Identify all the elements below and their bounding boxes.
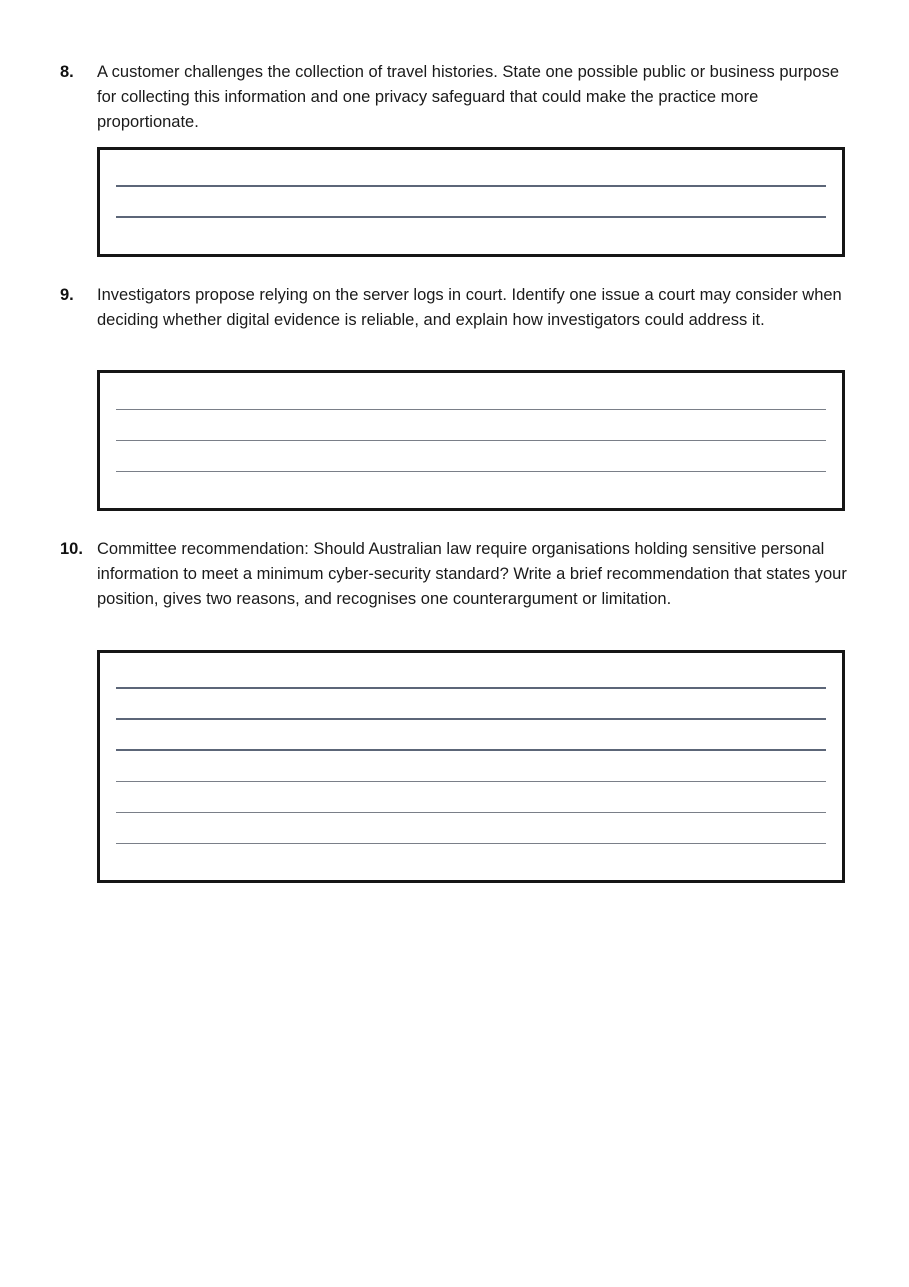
answer-line xyxy=(116,471,826,472)
answer-line xyxy=(116,216,826,218)
answer-box-9[interactable] xyxy=(97,370,845,511)
answer-line xyxy=(116,185,826,187)
answer-line xyxy=(116,440,826,441)
answer-line xyxy=(116,718,826,720)
question-text: Committee recommendation: Should Australian law require organisations holding sensitive personal information to meet a minimum cyber-security standard? Write a brief recommendation that states your position, gives two reasons, and recognises one counterargument or limitation. xyxy=(97,540,847,608)
answer-line xyxy=(116,781,826,782)
answer-line xyxy=(116,687,826,689)
answer-line xyxy=(116,812,826,813)
answer-line xyxy=(116,843,826,844)
answer-line xyxy=(116,749,826,751)
question-text: A customer challenges the collection of travel histories. State one possible public or business purpose for collecting this information and one privacy safeguard that could make the practice more proportionate. xyxy=(97,63,840,131)
question-text: Investigators propose relying on the server logs in court. Identify one issue a court may consider when deciding whether digital evidence is reliable, and explain how investigators could address it. xyxy=(97,286,842,329)
answer-line xyxy=(116,409,826,410)
answer-box-10[interactable] xyxy=(97,650,845,883)
question-number: 9. xyxy=(60,286,74,304)
question-number: 10. xyxy=(60,540,83,558)
question-number: 8. xyxy=(60,63,74,81)
answer-box-8[interactable] xyxy=(97,147,845,257)
